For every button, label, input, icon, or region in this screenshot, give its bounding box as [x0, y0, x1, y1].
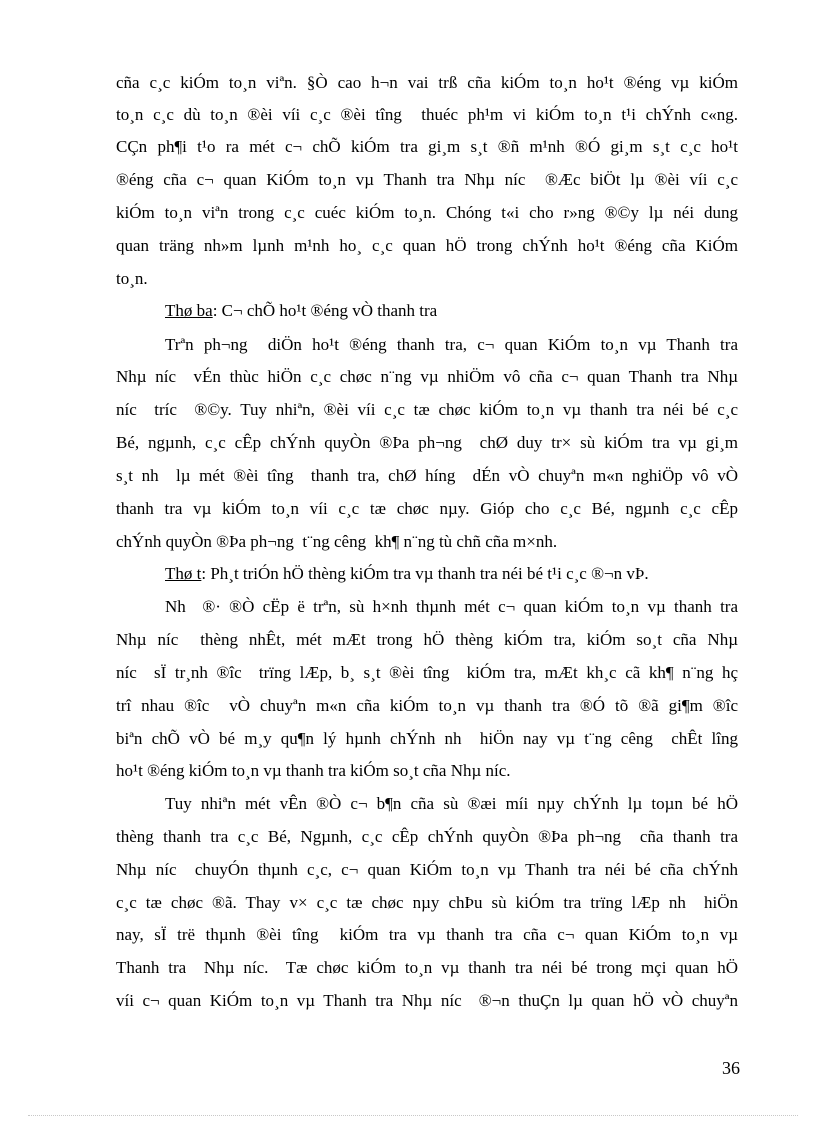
body-text-line: chÝnh quyÒn ®Þa ph¬ng t¨ng cêng kh¶ n¨ng tù chñ cña m×nh.	[116, 532, 558, 551]
body-text-line: níc tríc ®©y. Tuy nhiªn, ®èi víi c¸c tæ chøc kiÓm to¸n vµ thanh tra néi bé c¸c	[116, 400, 738, 419]
body-text-line: CÇn ph¶i t¹o ra mét c¬ chÕ kiÓm tra gi¸m s¸t ®ñ m¹nh ®Ó gi¸m s¸t c¸c ho¹t	[116, 137, 738, 156]
section-heading-third: Thø ba: C¬ chÕ ho¹t ®éng vÒ thanh tra	[165, 301, 438, 320]
body-text-line: Thanh tra Nhµ níc. Tæ chøc kiÓm to¸n vµ thanh tra néi bé trong mçi quan hÖ	[116, 958, 738, 977]
page-number: 36	[722, 1058, 740, 1078]
body-text-line: Tuy nhiªn mét vÊn ®Ò c¬ b¶n cña sù ®æi míi nµy chÝnh lµ toµn bé hÖ	[165, 794, 738, 813]
body-text-line: to¸n.	[116, 269, 148, 288]
section-heading-label: Thø ba	[165, 301, 213, 320]
body-text-line: Nhµ níc thèng nhÊt, mét mÆt trong hÖ thèng kiÓm tra, kiÓm so¸t cña Nhµ	[116, 630, 738, 649]
body-text-line: Nhµ níc vÉn thùc hiÖn c¸c chøc n¨ng vµ nhiÖm vô cña c¬ quan Thanh tra Nhµ	[116, 367, 738, 386]
body-text-line: Trªn ph¬ng diÖn ho¹t ®éng thanh tra, c¬ quan KiÓm to¸n vµ Thanh tra	[165, 335, 738, 354]
body-text-line: to¸n c¸c dù to¸n ®èi víi c¸c ®èi tîng thuéc ph¹m vi kiÓm to¸n t¹i chÝnh c«ng.	[116, 105, 738, 124]
body-text-line: s¸t nh lµ mét ®èi tîng thanh tra, chØ híng dÉn vÒ chuyªn m«n nghiÖp vô vÒ	[116, 466, 738, 485]
body-text-line: Nhµ níc chuyÓn thµnh c¸c, c¬ quan KiÓm to¸n vµ Thanh tra néi bé cña chÝnh	[116, 860, 738, 879]
body-text-line: biªn chÕ vÒ bé m¸y qu¶n lý hµnh chÝnh nh hiÖn nay vµ t¨ng cêng chÊt lîng	[116, 729, 738, 748]
body-text-line: ho¹t ®éng kiÓm to¸n vµ thanh tra kiÓm so¸t cña Nhµ níc.	[116, 761, 511, 780]
body-text-line: nay, sÏ trë thµnh ®èi tîng kiÓm tra vµ thanh tra cña c¬ quan KiÓm to¸n vµ	[116, 925, 738, 944]
footer-dotted-rule	[28, 1115, 798, 1116]
body-text-line: thanh tra vµ kiÓm to¸n víi c¸c tæ chøc nµy. Gióp cho c¸c Bé, ngµnh c¸c cÊp	[116, 499, 738, 518]
body-text-line: thèng thanh tra c¸c Bé, Ngµnh, c¸c cÊp chÝnh quyÒn ®Þa ph¬ng cña thanh tra	[116, 827, 738, 846]
section-heading-label: Thø t	[165, 564, 202, 583]
body-text-line: Bé, ngµnh, c¸c cÊp chÝnh quyÒn ®Þa ph¬ng chØ duy tr× sù kiÓm tra vµ gi¸m	[116, 433, 738, 452]
body-text-line: c¸c tæ chøc ®ã. Thay v× c¸c tæ chøc nµy chÞu sù kiÓm tra trïng lÆp nh hiÖn	[116, 893, 738, 912]
section-heading-fourth: Thø t: Ph¸t triÓn hÖ thèng kiÓm tra vµ thanh tra néi bé t¹i c¸c ®¬n vÞ.	[165, 564, 649, 583]
body-text-line: víi c¬ quan KiÓm to¸n vµ Thanh tra Nhµ níc ®¬n thuÇn lµ quan hÖ vÒ chuyªn	[116, 991, 738, 1010]
body-text-line: ®éng cña c¬ quan KiÓm to¸n vµ Thanh tra Nhµ níc ®Æc biÖt lµ ®èi víi c¸c	[116, 170, 738, 189]
body-text-line: trî nhau ®îc vÒ chuyªn m«n cña kiÓm to¸n vµ thanh tra ®Ó tõ ®ã gi¶m ®îc	[116, 696, 738, 715]
body-text-line: Nh ®· ®Ò cËp ë trªn, sù h×nh thµnh mét c¬ quan kiÓm to¸n vµ thanh tra	[165, 597, 738, 616]
body-text-line: quan träng nh»m lµnh m¹nh ho¸ c¸c quan hÖ trong chÝnh ho¹t ®éng cña KiÓm	[116, 236, 738, 255]
body-text-line: cña c¸c kiÓm to¸n viªn. §Ò cao h¬n vai trß cña kiÓm to¸n ho¹t ®éng vµ kiÓm	[116, 73, 738, 92]
body-text-line: níc sÏ tr¸nh ®îc trïng lÆp, b¸ s¸t ®èi tîng kiÓm tra, mÆt kh¸c cã kh¶ n¨ng hç	[116, 663, 738, 682]
body-text-line: kiÓm to¸n viªn trong c¸c cuéc kiÓm to¸n. Chóng t«i cho r»ng ®©y lµ néi dung	[116, 203, 738, 222]
